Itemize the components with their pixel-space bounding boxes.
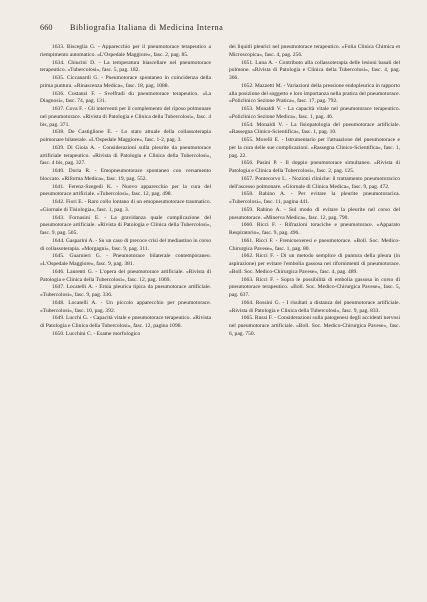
running-title: Bibliografia Italiana di Medicina Interna bbox=[70, 23, 224, 32]
book-page bbox=[40, 20, 400, 592]
bibliography-entry: 1665. Russi F. - Considerazioni sulla patogenesi degli accidenti nervosi nel pneumotorace artificiale. «Boll. Soc. Medico-Chirurgica Pavese», fasc. 6, pag. 750. bbox=[229, 315, 400, 337]
running-header bbox=[40, 20, 400, 36]
bibliography-entry: 1638. De Castiglione E. - Lo stato attuale della collassoterapia polmonare bilaterale. «L'Ospedale Maggiore», fasc. 1-2, pag. 3. bbox=[40, 129, 211, 143]
bibliography-entry: 1650. Lucchini C. - Esame morfologico bbox=[52, 330, 141, 337]
bibliography-entry: 1637. Cova F. - Gli interventi per il complemento del riposo polmonare nel pneumotorace. «Rivista di Patologia e Clinica della Tubercolosi», fasc. 4 bis, pag. 371. bbox=[40, 106, 211, 128]
bibliography-entry: 1647. Locatelli A. - Ernia pleurica tipica da pneumotorace artificiale. «Tubercolosi», fasc. 9, pag. 336. bbox=[40, 284, 211, 298]
bibliography-entry: 1643. Fornasini E. - La gravidanza quale complicazione del pneumotorace artificiale. «Rivista di Patologia e Clinica della Tubercolosi», fasc. 9, pag. 505. bbox=[40, 214, 211, 236]
bibliography-entry: 1641. Ferenz-Szegedi K. - Nuovo apparecchio per la cura del pneumotorace artificiale. «Tubercolosi», fasc. 12, pag. 498. bbox=[40, 183, 211, 198]
bibliography-entry: 1658. Rabino A. - Per evitare la pleurite pneumotoracica. «Tubercolosi», fasc. 11, pagina 441. bbox=[229, 191, 400, 205]
bibliography-entry: 1635. Ciccanardi G. - Pneumotorace spontaneo in coincidenza della prima puntura. «Rinascenza Medica», fasc. 18, pag. 1088. bbox=[40, 75, 211, 89]
bibliography-entry: 1652. Mazzetti M. - Variazioni della pressione endopleurica in rapporto alla posizione del soggetto e loro importanza nella pratica del pneumotorace. «Policlinico Sezione Pratica», fasc. 17, pag. 792. bbox=[229, 82, 400, 105]
bibliography-entry: 1640. Doria R. - Emopneumotorace spontaneo con versamento bloccato. «Riforma Medica», fasc. 19, pag. 552. bbox=[40, 168, 211, 182]
bibliography-entry: 1660. Ricci F. - Rifrazioni toraciche e pneumotorace. «Apparato Respiratorio», fasc. 9, pag. 496. bbox=[229, 222, 400, 236]
bibliography-entry: 1654. Monaldi V. - La fisiopatologia del pneumotorace artificiale. «Rassegna Clinico-Scientifica», fasc. 1, pag. 10. bbox=[229, 121, 400, 136]
bibliography-entry: 1645. Guarnieri G. - Pneumotorace bilaterale contemporaneo. «L'Ospedale Maggiore», fasc. 9, pag. 381. bbox=[40, 253, 211, 267]
bibliography-entry: 1656. Pasini P. - Il doppio pneumotorace simultaneo. «Rivista di Patologia e Clinica della Tubercolosi», fasc. 2, pag. 125. bbox=[229, 160, 400, 174]
bibliography-entry: 1644. Gasparini A. - Su un caso di precoce crisi del mediastino in corso di collassoterapia. «Morgagni», fasc. 9, pag. 311. bbox=[40, 237, 211, 252]
bibliography-entry: dei liquidi pleurici nel pneumotorace terapeutico. «Folia Clinica Chimica et Microscopica», fasc. 4, pag. 256. bbox=[229, 44, 400, 58]
bibliography-entry: 1663. Ricci F. - Sopra le possibilità di embolia gassosa in corso di pneumotorace terapeutico. «Boll. Soc. Medico-Chirurgica Pavese», fasc. 5, pag. 637. bbox=[229, 276, 400, 298]
bibliography-entry: 1659. Rabino A. - Sul modo di evitare la pleurite nel corso del pneumotorace. «Minerva Medica», fasc. 12, pag. 790. bbox=[229, 206, 400, 221]
bibliography-entry: 1634. Chiucini D. - La temperatura biascellare nel pneumotorace terapeutico. «Tubercolosi», fasc. 5, pag. 182. bbox=[40, 59, 211, 74]
bibliography-entry: 1661. Ricci F. - Frenicoexeresi e pneumotorace. «Boll. Soc. Medico-Chirurgica Pavese», fasc. 1, pag. 80. bbox=[229, 237, 400, 252]
bibliography-entry: 1657. Pontecorvo L. - Nozioni cliniche: il trattamento pneumotoracico dell'ascesso polmonare. «Giornale di Clinica Medica», fasc. 9, pag. 472. bbox=[229, 175, 400, 190]
bibliography-entry: 1648. Locatelli A. - Un piccolo apparecchio per pneumotorace. «Tubercolosi», fasc. 10, pag. 392. bbox=[40, 299, 211, 314]
bibliography-entry: 1646. Laurenti G. - L'opera del pneumotorace artificiale. «Rivista di Patologia e Clinica della Tubercolosi», fasc. 12, pag. 1069. bbox=[40, 268, 211, 283]
bibliography-entry: 1639. Di Gioia A. - Considerazioni sulla pleurite da pneumotorace artificiale terapeutico. «Rivista di Patologia e Clinica della Tubercolosi», fasc. 4 bis, pag. 327. bbox=[40, 144, 211, 167]
bibliography-entry: 1651. Luna A. - Contributo alla collassoterapia delle lesioni basali del polmone. «Rivista di Patologia e Clinica della Tubercolosi», fasc. 4, pag. 366. bbox=[229, 59, 400, 81]
page-number: 660 bbox=[40, 23, 53, 32]
left-column bbox=[40, 44, 211, 339]
bibliography-entry: 1636. Costanzi F. - Svelfradi du pneumotorace terapeutico. «La Diagnosi», fasc. 74, pag. 131. bbox=[40, 90, 211, 105]
bibliography-entry: 1655. Morelli E. - Istrumentario per l'attuazione del pneumotorace e per la cura delle sue complicazioni. «Rassegna Clinico-Scientifica», fasc. 1, pag. 22. bbox=[229, 137, 400, 159]
bibliography-entry: 1633. Bisceglia G. - Apparecchio per il pneumotorace terapeutico a riempimento automatico. «L'Ospedale Maggiore», fasc. 2, pag. 85. bbox=[40, 44, 211, 58]
bibliography-entry: 1653. Monaldi V. - La capacità vitale nel pneumotorace terapeutico. «Policlinico Sezione Medica», fasc. 1, pag. 46. bbox=[229, 106, 400, 120]
right-column bbox=[229, 44, 400, 339]
bibliography-entry: 1662. Ricci F. - Di un metodo semplice di puntura della pleura (in aspirazione) per evitare l'embolia gassosa nei rifornimenti di pneumotorace. «Boll. Soc. Medico-Chirurgica Pavese», fasc. 4, pag. 489. bbox=[229, 253, 400, 275]
bibliography-entry: 1642. Fiori E. - Raro collo lontano di un emopneumotorace traumatico. «Giornale di Tisiologia», fasc. 1, pag. 3. bbox=[40, 199, 211, 213]
bibliography-entry: 1649. Lucchi G. - Capacità vitale e pneumotorace terapeutico. «Rivista di Patologia e Clinica della Tubercolosi», fasc. 12, pagina 1098. bbox=[40, 315, 211, 329]
bibliography-entry: 1664. Rossini G. - I risultati a distanza del pneumotorace artificiale. «Rivista di Patologia e Clinica della Tubercolosi», fasc. 9, pag. 833. bbox=[229, 299, 400, 314]
